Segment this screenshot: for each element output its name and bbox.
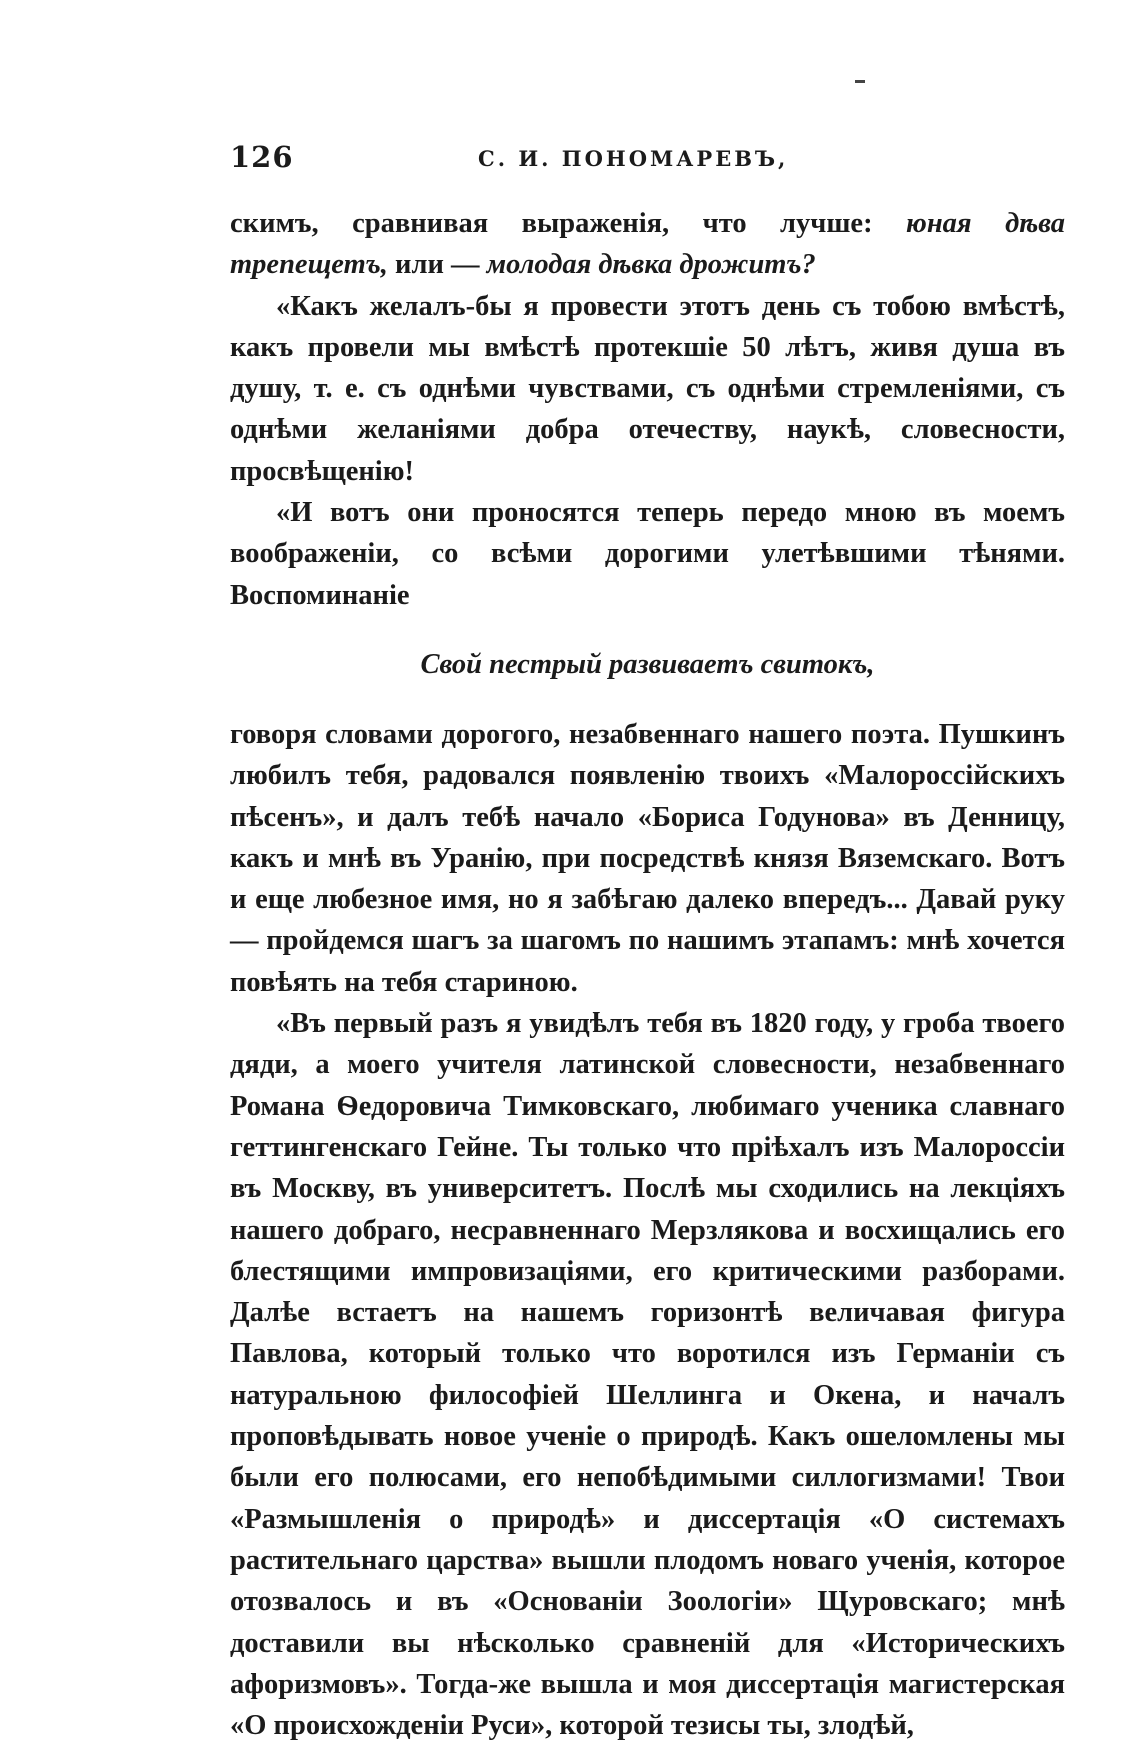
page-header — [230, 140, 1070, 180]
paragraph-4: говоря словами дорогого, незабвеннаго нашего поэта. Пушкинъ любилъ тебя, радовался появленію твоихъ «Малороссійскихъ пѣсенъ», и далъ тебѣ начало «Бориса Годунова» въ Денницу, какъ и мнѣ въ Уранію, при посредствѣ князя Вяземскаго. Вотъ и еще любезное имя, но я забѣгаю далеко впередъ... Давай руку — пройдемся шагъ за шагомъ по нашимъ этапамъ: мнѣ хочется повѣять на тебя стариною. — [230, 718, 1065, 998]
p1-text-a: скимъ, сравнивая выраженія, что лучше: — [230, 208, 907, 239]
p1-text-b: или — — [387, 249, 487, 281]
paragraph-3: «И вотъ они проносятся теперь передо мною въ моемъ воображеніи, со всѣми дорогими улетѣвшими тѣнями. Воспоминаніе — [230, 497, 1065, 611]
running-head: С. И. ПОНОМАРЕВЪ, — [478, 146, 789, 171]
paragraph-2: «Какъ желалъ-бы я провести этотъ день съ тобою вмѣстѣ, какъ провели мы вмѣстѣ протекшіе 50 лѣтъ, живя душа въ душу, т. е. съ однѣми чувствами, съ однѣми стремленіями, съ однѣми желаніями добра отечеству, наукѣ, словесности, просвѣщенію! — [230, 290, 1065, 487]
scan-mark — [855, 80, 865, 83]
paragraph-5: «Въ первый разъ я увидѣлъ тебя въ 1820 году, у гроба твоего дяди, а моего учителя латинской словесности, незабвеннаго Романа Ѳедоровича Тимковскаго, любимаго ученика славнаго геттингенскаго Гейне. Ты только что пріѣхалъ изъ Малороссіи въ Москву, въ университетъ. Послѣ мы сходились на лекціяхъ нашего добраго, несравненнаго Мерзлякова и восхищались его блестящими импровизаціями, его критическими разборами. Далѣе встаетъ на нашемъ горизонтѣ величавая фигура Павлова, который только что воротился изъ Германіи съ натуральною философіей Шеллинга и Окена, и началъ проповѣдывать новое ученіе о природѣ. Какъ ошеломлены мы были его полюсами, его непобѣдимыми силлогизмами! Твои «Размышленія о природѣ» и диссертація «О системахъ растительнаго царства» вышли плодомъ новаго ученія, которое отозвалось и въ «Основаніи Зоологіи» Щуровскаго; мнѣ доставили вы нѣсколько сравненій для «Историческихъ афоризмовъ». Тогда-же вышла и моя диссертація магистерская «О происхожденіи Руси», которой тезисы ты, злодѣй, — [230, 1008, 1065, 1742]
paragraph-1 — [230, 203, 1065, 286]
body-text — [230, 203, 1065, 1746]
verse-quote: Свой пестрый развиваетъ свитокъ, — [420, 648, 875, 680]
p1-italic-1: юная дѣва трепещетъ, — [230, 208, 1066, 281]
page-number: 126 — [230, 140, 294, 174]
p1-italic-2: молодая дѣвка дрожитъ? — [486, 249, 816, 281]
